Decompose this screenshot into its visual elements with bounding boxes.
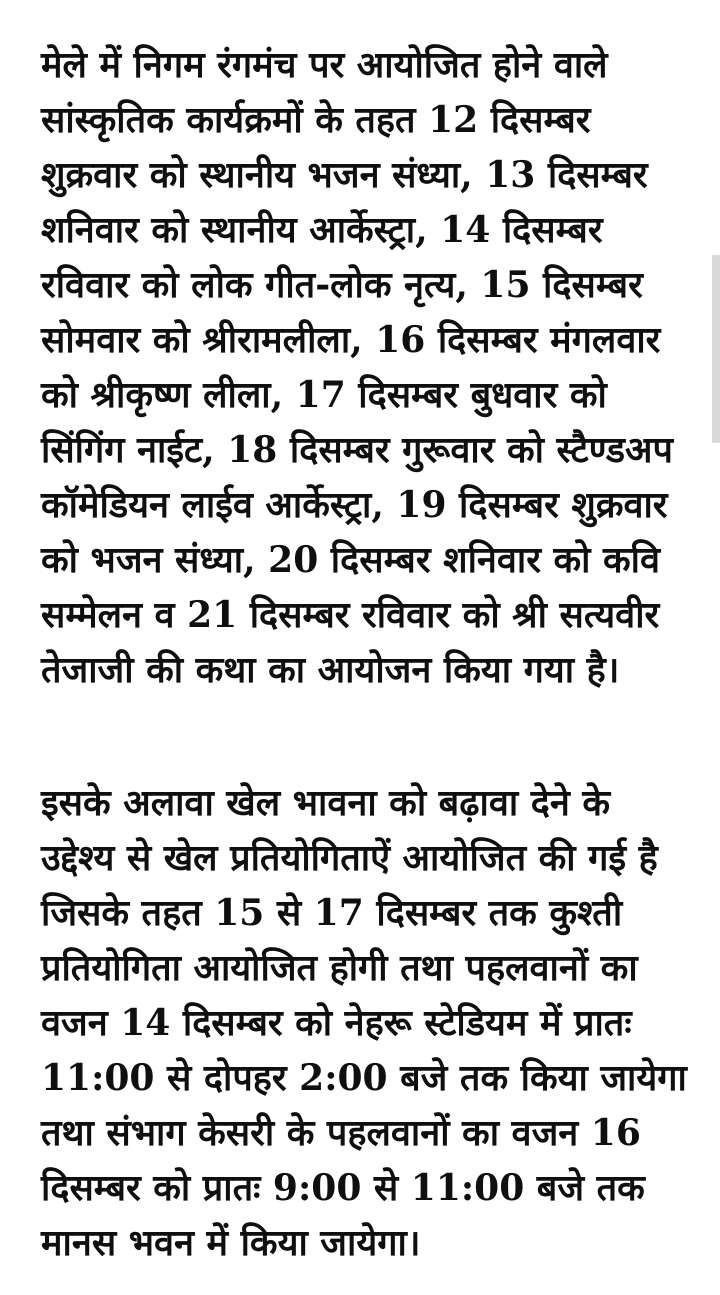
text-line: को श्रीकृष्ण लीला, 17 दिसम्बर बुधवार को [41, 374, 607, 416]
text-line: दिसम्बर को प्रातः 9:00 से 11:00 बजे तक [41, 1167, 645, 1209]
text-line: सोमवार को श्रीरामलीला, 16 दिसम्बर मंगलवार [41, 319, 661, 361]
text-line: 11:00 से दोपहर 2:00 बजे तक किया जायेगा [41, 1057, 687, 1099]
text-line: सांस्कृतिक कार्यक्रमों के तहत 12 दिसम्बर [41, 99, 591, 141]
text-line: शनिवार को स्थानीय आर्केस्ट्रा, 14 दिसम्बर [41, 209, 603, 251]
text-line: मेले में निगम रंगमंच पर आयोजित होने वाले [41, 44, 608, 86]
article-text [41, 38, 687, 1271]
text-line: को भजन संध्या, 20 दिसम्बर शनिवार को कवि [41, 539, 660, 581]
text-line: उद्देश्य से खेल प्रतियोगिताऐं आयोजित की गई है [41, 837, 658, 879]
text-line: वजन 14 दिसम्बर को नेहरू स्टेडियम में प्रातः [41, 1002, 632, 1044]
text-line: प्रतियोगिता आयोजित होगी तथा पहलवानों का [41, 947, 638, 989]
paragraph-cultural-programs [41, 38, 673, 698]
text-line: मानस भवन में किया जायेगा। [41, 1222, 421, 1264]
text-line: शुक्रवार को स्थानीय भजन संध्या, 13 दिसम्बर [41, 154, 648, 196]
text-line: कॉमेडियन लाईव आर्केस्ट्रा, 19 दिसम्बर शुक्रवार [41, 484, 668, 526]
text-line: सम्मेलन व 21 दिसम्बर रविवार को श्री सत्यवीर [41, 594, 660, 636]
text-line: रविवार को लोक गीत-लोक नृत्य, 15 दिसम्बर [41, 264, 643, 306]
text-line: इसके अलावा खेल भावना को बढ़ावा देने के [41, 782, 610, 824]
text-line: सिंगिंग नाईट, 18 दिसम्बर गुरूवार को स्टैण्डअप [41, 429, 673, 471]
text-line: तथा संभाग केसरी के पहलवानों का वजन 16 [41, 1112, 641, 1154]
scrollbar-thumb[interactable] [712, 255, 720, 443]
text-line: तेजाजी की कथा का आयोजन किया गया है। [41, 649, 620, 691]
paragraph-sports-competitions [41, 776, 687, 1271]
text-line: जिसके तहत 15 से 17 दिसम्बर तक कुश्ती [41, 892, 623, 934]
